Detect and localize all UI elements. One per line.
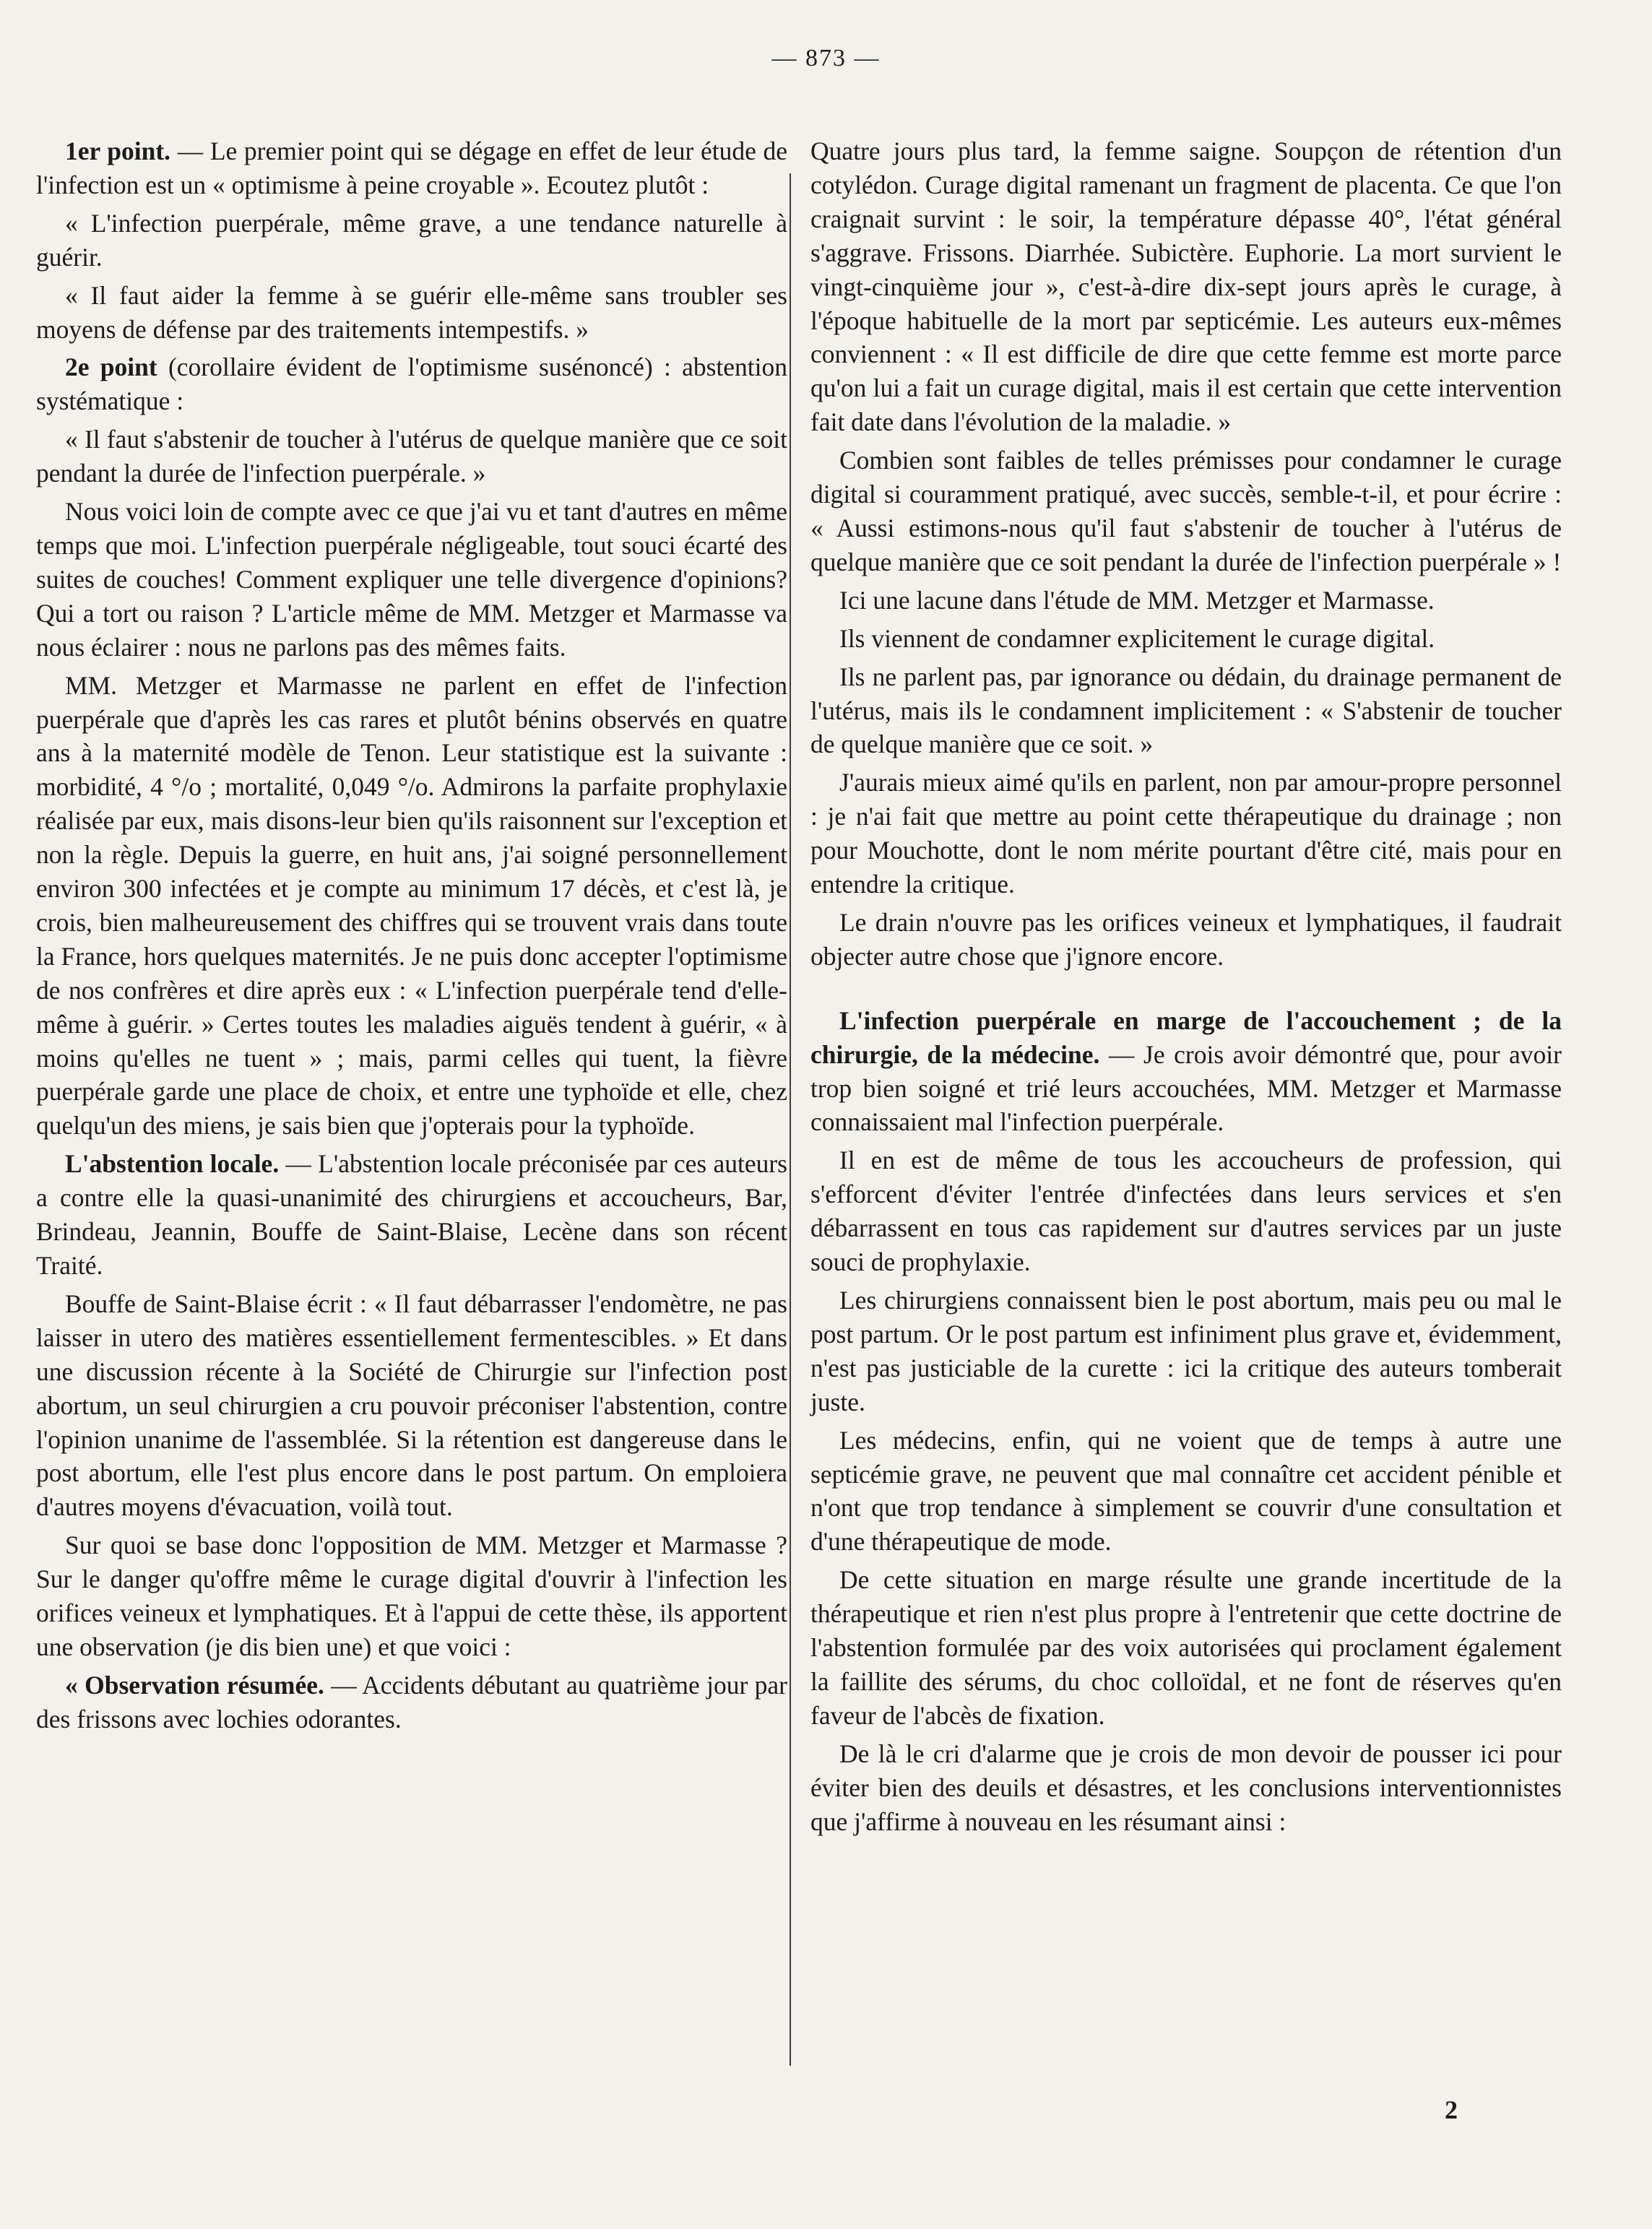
paragraph	[810, 1284, 1562, 1419]
paragraph	[36, 1147, 787, 1283]
paragraph	[810, 766, 1562, 901]
paragraph-text: Bouffe de Saint-Blaise écrit : « Il faut débarrasser l'endomètre, ne pas laisser in utero des matières essentiellement fermentescibles. » Et dans une discussion récente à la Société de Chirurgie sur l'infection post abortum, un seul chirurgien a cru pouvoir préconiser l'abstention, contre l'opinion unanime de l'assemblée. Si la rétention est dangereuse dans le post abortum, elle l'est plus encore dans le post partum. On emploiera d'autres moyens d'évacuation, voilà tout.	[36, 1289, 787, 1522]
paragraph	[810, 1424, 1562, 1559]
paragraph-text: — Accidents débutant au quatrième jour par des frissons avec lochies odorantes.	[36, 1670, 787, 1734]
paragraph	[810, 134, 1562, 439]
paragraph-lead: L'abstention locale.	[65, 1149, 280, 1179]
right-column	[810, 134, 1562, 1843]
paragraph-text: « Il faut s'abstenir de toucher à l'utérus de quelque manière que ce soit pendant la durée de l'infection puerpérale. »	[36, 425, 787, 488]
paragraph-text: Ils viennent de condamner explicitement le curage digital.	[839, 623, 1435, 653]
paragraph	[810, 1143, 1562, 1279]
paragraph-text: Nous voici loin de compte avec ce que j'ai vu et tant d'autres en même temps que moi. L'infection puerpérale négligeable, tout souci écarté des suites de couches! Comment expliquer une telle divergence d'opinions? Qui a tort ou raison ? L'article même de MM. Metzger et Marmasse va nous éclairer : nous ne parlons pas des mêmes faits.	[36, 497, 787, 662]
paragraph-text: — Le premier point qui se dégage en effet de leur étude de l'infection est un « optimisme à peine croyable ». Ecoutez plutôt :	[36, 137, 787, 199]
paragraph	[36, 1287, 787, 1524]
paragraph	[810, 1563, 1562, 1733]
paragraph-lead: « Observation résumée.	[65, 1670, 324, 1700]
paragraph-text: (corollaire évident de l'optimisme susénoncé) : abstention systématique :	[36, 352, 788, 416]
paragraph	[810, 660, 1562, 762]
paragraph-text: De là le cri d'alarme que je crois de mon devoir de pousser ici pour éviter bien des deuils et désastres, et les conclusions interventionnistes que j'affirme à nouveau en les résumant ainsi :	[810, 1739, 1562, 1836]
paragraph	[36, 669, 787, 1143]
paragraph	[810, 1737, 1562, 1839]
paragraph	[810, 622, 1562, 656]
paragraph-text: Le drain n'ouvre pas les orifices veineux et lymphatiques, il faudrait objecter autre chose que j'ignore encore.	[810, 907, 1562, 971]
paragraph-lead: 1er point.	[65, 137, 171, 165]
paragraph-text: — Je crois avoir démontré que, pour avoir trop bien soigné et trié leurs accouchées, MM. Metzger et Marmasse connaissaient mal l'infection puerpérale.	[810, 1039, 1562, 1137]
page-number: — 873 —	[771, 45, 881, 72]
paragraph-lead: 2e point	[65, 352, 157, 382]
paragraph	[36, 1528, 787, 1664]
paragraph-text: Ici une lacune dans l'étude de MM. Metzger et Marmasse.	[839, 585, 1435, 615]
paragraph-text: Sur quoi se base donc l'opposition de MM. Metzger et Marmasse ? Sur le danger qu'offre même le curage digital d'ouvrir à l'infection les orifices veineux et lymphatiques. Et à l'appui de cette thèse, ils apportent une observation (je dis bien une) et que voici :	[36, 1531, 787, 1661]
paragraph-text: Les médecins, enfin, qui ne voient que de temps à autre une septicémie grave, ne peuvent que mal connaître cet accident pénible et n'ont que trop tendance à simplement se couvrir d'une consultation et d'une thérapeutique de mode.	[810, 1425, 1562, 1557]
paragraph	[810, 906, 1562, 974]
paragraph-text: Ils ne parlent pas, par ignorance ou dédain, du drainage permanent de l'utérus, mais ils le condamnent implicitement : « S'abstenir de toucher de quelque manière que ce soit. »	[810, 662, 1562, 759]
signature-mark: 2	[1445, 2095, 1458, 2124]
paragraph-text: Les chirurgiens connaissent bien le post abortum, mais peu ou mal le post partum. Or le post partum est infiniment plus grave et, évidemment, n'est pas justiciable de la curette : ici la critique des auteurs tomberait juste.	[810, 1286, 1562, 1416]
paragraph	[810, 443, 1562, 579]
paragraph	[36, 1668, 787, 1736]
paragraph-text: Quatre jours plus tard, la femme saigne. Soupçon de rétention d'un cotylédon. Curage digital ramenant un fragment de placenta. Ce que l'on craignait survint : le soir, la température dépasse 40°, l'état général s'aggrave. Frissons. Diarrhée. Subictère. Euphorie. La mort survient le vingt-cinquième jour », c'est-à-dire dix-sept jours après le curage, à l'époque habituelle de la mort par septicémie. Les auteurs eux-mêmes conviennent : « Il est difficile de dire que cette femme est morte parce qu'on lui a fait un curage digital, mais il est certain que cette intervention fait date dans l'évolution de la maladie. »	[810, 137, 1562, 437]
paragraph	[810, 1004, 1562, 1140]
paragraph-text: MM. Metzger et Marmasse ne parlent en effet de l'infection puerpérale que d'après les cas rares et plutôt bénins observés en quatre ans à la maternité modèle de Tenon. Leur statistique est la suivante : morbidité, 4 °/o ; mortalité, 0,049 °/o. Admirons la parfaite prophylaxie réalisée par eux, mais disons-leur bien qu'ils raisonnent sur l'exception et non la règle. Depuis la guerre, en huit ans, j'ai soigné personnellement environ 300 infectées et je compte au minimum 17 décès, et c'est là, je crois, bien malheureusement des chiffres qui se trouvent vrais dans toute la France, hors quelques maternités. Je ne puis donc accepter l'optimisme de nos confrères et dire après eux : « L'infection puerpérale tend d'elle-même à guérir. » Certes toutes les maladies aiguës tendent à guérir, « à moins qu'elles ne tuent » ; mais, parmi celles qui tuent, la fièvre puerpérale garde une place de choix, et entre une typhoïde et elle, chez quelqu'un des miens, je sais bien que j'opterais pour la typhoïde.	[36, 670, 787, 1141]
paragraph-text: J'aurais mieux aimé qu'ils en parlent, non par amour-propre personnel : je n'ai fait que mettre au point cette thérapeutique du drainage ; non pour Mouchotte, dont le nom mérite pourtant d'être cité, mais pour en entendre la critique.	[810, 768, 1562, 899]
paragraph	[36, 495, 787, 665]
paragraph-text: Il en est de même de tous les accoucheurs de profession, qui s'efforcent d'éviter l'entrée d'infectées dans leurs services et s'en débarrassent en tous cas rapidement sur d'autres services par un juste souci de prophylaxie.	[810, 1146, 1562, 1277]
paragraph	[810, 584, 1562, 618]
paragraph-text: — L'abstention locale préconisée par ces auteurs a contre elle la quasi-unanimité des chirurgiens et accoucheurs, Bar, Brindeau, Jeannin, Bouffe de Saint-Blaise, Lecène dans son récent Traité.	[36, 1149, 787, 1280]
paragraph-text: « L'infection puerpérale, même grave, a une tendance naturelle à guérir.	[36, 208, 787, 272]
column-divider	[790, 173, 791, 2066]
paragraph	[36, 207, 787, 274]
paragraph-text: Combien sont faibles de telles prémisses pour condamner le curage digital si couramment pratiqué, avec succès, semble-t-il, et pour écrire : « Aussi estimons-nous qu'il faut s'abstenir de toucher à l'utérus de quelque manière que ce soit pendant la durée de l'infection puerpérale » !	[810, 446, 1562, 576]
paragraph	[36, 279, 787, 347]
paragraph-lead: L'infection puerpérale en marge de l'accouchement ; de la chirurgie, de la médecine.	[810, 1005, 1562, 1069]
paragraph	[36, 423, 787, 490]
paragraph	[36, 134, 787, 202]
left-column	[36, 134, 787, 1741]
paragraph-text: « Il faut aider la femme à se guérir elle-même sans troubler ses moyens de défense par des traitements intempestifs. »	[36, 280, 787, 344]
paragraph	[36, 350, 787, 418]
paragraph-text: De cette situation en marge résulte une grande incertitude de la thérapeutique et rien n'est plus propre à l'entretenir que cette doctrine de l'abstention formulée par des voix autorisées qui proclament également la faillite des sérums, du choc colloïdal, et ne font de réserves qu'en faveur de l'abcès de fixation.	[810, 1565, 1562, 1730]
